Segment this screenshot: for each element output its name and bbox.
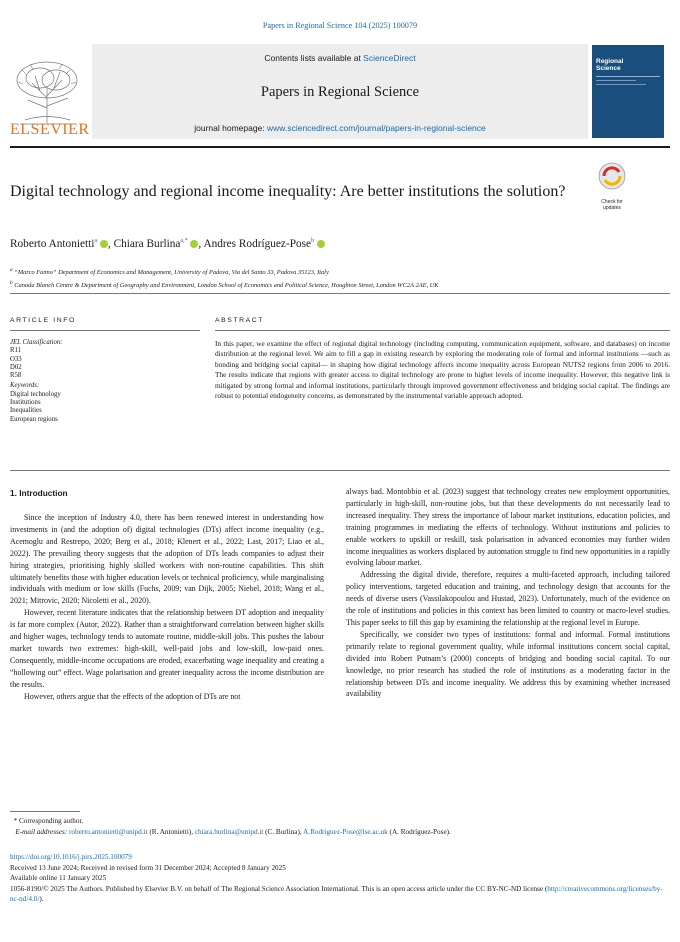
jel-code: R11: [10, 347, 22, 355]
jel-label: JEL Classification:: [10, 339, 63, 346]
sciencedirect-link[interactable]: ScienceDirect: [363, 53, 416, 63]
keywords-label: Keywords:: [10, 382, 40, 390]
body-paragraph: Since the inception of Industry 4.0, there has been renewed interest in understanding how investments in (and the adoption of) digital technologies (DTs) affect income inequality (e.g., Acemoglu and Restrepo, 2020; Berg et al., 2018; Klenert et al., 2022; Last, 2017; Liao et al., 2022). The prevailing theory suggests that the adoption of DTs leads companies to adjust their hiring strategies, prioritising highly skilled workers with non-routine capabilities. This shift ultimately benefits those with higher education levels or technical proficiency, while marginalising individuals with medium or low skills (Fuchs, 2009; van Dijk, 2005; Niebel, 2018; Wang et al., 2021; Mitrovic, 2020; Nicoletti et al., 2020).: [10, 513, 324, 606]
email-link[interactable]: A.Rodriguez-Pose@lse.ac.uk: [303, 827, 388, 836]
journal-cover-title: Regional Science: [596, 58, 624, 72]
body-column-left: [10, 512, 324, 703]
keyword: Institutions: [10, 399, 41, 407]
orcid-icon[interactable]: [100, 240, 108, 248]
check-for-updates-badge[interactable]: [592, 160, 632, 212]
section-rule: [10, 293, 670, 294]
author-name[interactable]: Chiara Burlina: [113, 238, 181, 250]
keyword: European regions: [10, 415, 58, 423]
abstract-heading: ABSTRACT: [215, 317, 265, 324]
keyword: Inequalities: [10, 407, 42, 415]
author-name[interactable]: Andres Rodríguez-Pose: [203, 238, 312, 250]
journal-homepage-link[interactable]: www.sciencedirect.com/journal/papers-in-regional-science: [267, 123, 486, 133]
journal-name: Papers in Regional Science: [260, 84, 420, 100]
body-paragraph: However, recent literature indicates that the relationship between DT adoption and inequality is far more complex (Autor, 2022). Rather than a straightforward correlation between higher skills and higher wages, technology tends to automate routine, middle-skill jobs. This pushes the labour market towards two extremes: high-skill, well-paid jobs and low-skill, low-paid ones. Consequently, middle-income occupations are eroded, exacerbating wage inequality and creating a “hollowing out” effect. Wage polarisation and greater inequality across the income distribution are the results.: [10, 608, 324, 689]
author-list: Roberto Antonietti$^a$ , Chiara Burlina$^{a,*}$ , Andres Rodríguez-Pose$^b$: [10, 238, 325, 250]
jel-code: O33: [10, 355, 22, 363]
email-addresses: E-mail addresses: roberto.antonietti@unipd.it (R. Antonietti), chiara.burlina@unipd.it (C. Burlina), A.Rodriguez-Pose@lse.ac.uk (A. Rodríguez-Pose).: [15, 827, 451, 836]
jel-code: D02: [10, 363, 22, 371]
license-statement: 1056-8190/© 2025 The Authors. Published by Elsevier B.V. on behalf of The Regional Science Association International. This is an open access article under the CC BY-NC-ND license (http://creativecommons.org/licenses/by-nc-nd/4.0/).: [10, 884, 663, 903]
affiliations: [10, 265, 670, 291]
journal-citation[interactable]: Papers in Regional Science 104 (2025) 100079: [262, 21, 418, 30]
keyword: Digital technology: [10, 390, 61, 398]
check-for-updates-label: Check for updates: [601, 199, 623, 211]
contents-line: Contents lists available at ScienceDirect: [264, 53, 416, 63]
author-name[interactable]: Roberto Antonietti: [10, 238, 95, 250]
article-metadata: [10, 852, 670, 905]
body-paragraph: Addressing the digital divide, therefore, requires a multi-faceted approach, including tailored policy interventions, targeted education and training, and technology design that accounts for the needs of diverse users (Vassilakopoulou and Hustad, 2023). Unfortunately, much of the evidence on the role of institutions and policies in this context has been limited to country or macro-level studies. This paper seeks to fill this gap by examining the relationship at the regional level in Europe.: [346, 570, 670, 627]
abstract-rule: [215, 330, 670, 331]
abstract-text: In this paper, we examine the effect of regional digital technology (including computing, communication equipment, software, and databases) on income distribution at the regional level. We aim to fill a gap in existing research by exploring the moderating role of formal and informal institutions —such as bonding and bridging social capital— in shaping how digital technology affects income inequality across European NUTS2 regions from 2006 to 2016. The results indicate that regions with greater access to digital technology are prone to higher levels of income inequality. However, this negative link is mitigated by strong formal and informal institutions, particularly through improved government effectiveness and bridging social capital. The findings are robust to potential endogeneity concerns, as demonstrated by the instrumental variable approach adopted.: [215, 339, 670, 401]
article-title: Digital technology and regional income inequality: Are better institutions the solution?: [10, 183, 566, 200]
author-affiliation-mark[interactable]: a: [94, 238, 98, 245]
check-for-updates-icon: [592, 160, 632, 194]
section-rule: [10, 470, 670, 471]
elsevier-logo-text: ELSEVIER: [10, 121, 90, 138]
cover-divider: [596, 76, 660, 77]
jel-code: R58: [10, 372, 22, 380]
author-affiliation-mark[interactable]: a,*: [180, 238, 188, 245]
journal-homepage-line: journal homepage: www.sciencedirect.com/journal/papers-in-regional-science: [194, 123, 486, 133]
header-rule: [10, 146, 670, 148]
author-affiliation-mark[interactable]: b: [311, 238, 315, 245]
available-online-date: Available online 11 January 2025: [10, 874, 107, 882]
body-paragraph: Specifically, we consider two types of institutions: formal and informal. Formal institutions primarily relate to regional government quality, while informal institutions concern social capital, divided into Robert Putnam’s (2000) concepts of bridging and bonding social capital. To our knowledge, no prior research has studied the role of institutions as a moderating factor in the relationship between DTs and income inequality. We address this by examining whether increased availability: [346, 629, 670, 699]
doi-link[interactable]: https://doi.org/10.1016/j.pirs.2025.100079: [10, 853, 132, 861]
orcid-icon[interactable]: [190, 240, 198, 248]
article-info-rule: [10, 330, 200, 331]
body-paragraph: always bad. Montobbio et al. (2023) suggest that technology creates new employment opportunities, particularly in high-skill, non-routine jobs, but that these developments do not necessarily lead to increased inequality. They stress the importance of labour market institutions, education policies, and training programmes in mediating the effects of technology. Without institutions and policies to enable workers to upskill or reskill, task polarisation in advanced economies may further widen income inequalities as workers displaced by automation struggle to find new opportunities in a rapidly evolving labour market.: [346, 487, 670, 568]
affiliation-item: $^a$ “Marco Fanno” Department of Economics and Management, University of Padova, Via del Santo 33, Padova 35123, Italy: [10, 267, 329, 277]
cover-divider: [596, 80, 636, 81]
cover-divider: [596, 84, 646, 85]
license-link[interactable]: http://creativecommons.org/licenses/by-nc-nd/4.0/: [10, 884, 663, 903]
footnotes: [10, 816, 670, 837]
article-info-list: [10, 339, 200, 424]
received-dates: Received 13 June 2024; Received in revised form 31 December 2024; Accepted 8 January 2025: [10, 863, 286, 872]
orcid-icon[interactable]: [317, 240, 325, 248]
affiliation-item: $^b$ Canada Blanch Centre & Department of Geography and Environment, London School of Economics and Political Science, Houghton Street, London WC2A 2AE, UK: [10, 280, 439, 290]
email-link[interactable]: chiara.burlina@unipd.it: [194, 827, 264, 836]
corresponding-author-note: * Corresponding author.: [10, 817, 84, 825]
footnote-rule: [10, 811, 80, 812]
body-paragraph: However, others argue that the effects of the adoption of DTs are not: [24, 691, 241, 701]
body-column-right: [346, 486, 670, 700]
article-info-heading: ARTICLE INFO: [10, 317, 76, 324]
email-link[interactable]: roberto.antonietti@unipd.it: [69, 827, 148, 836]
section-heading-introduction: 1. Introduction: [10, 488, 68, 498]
